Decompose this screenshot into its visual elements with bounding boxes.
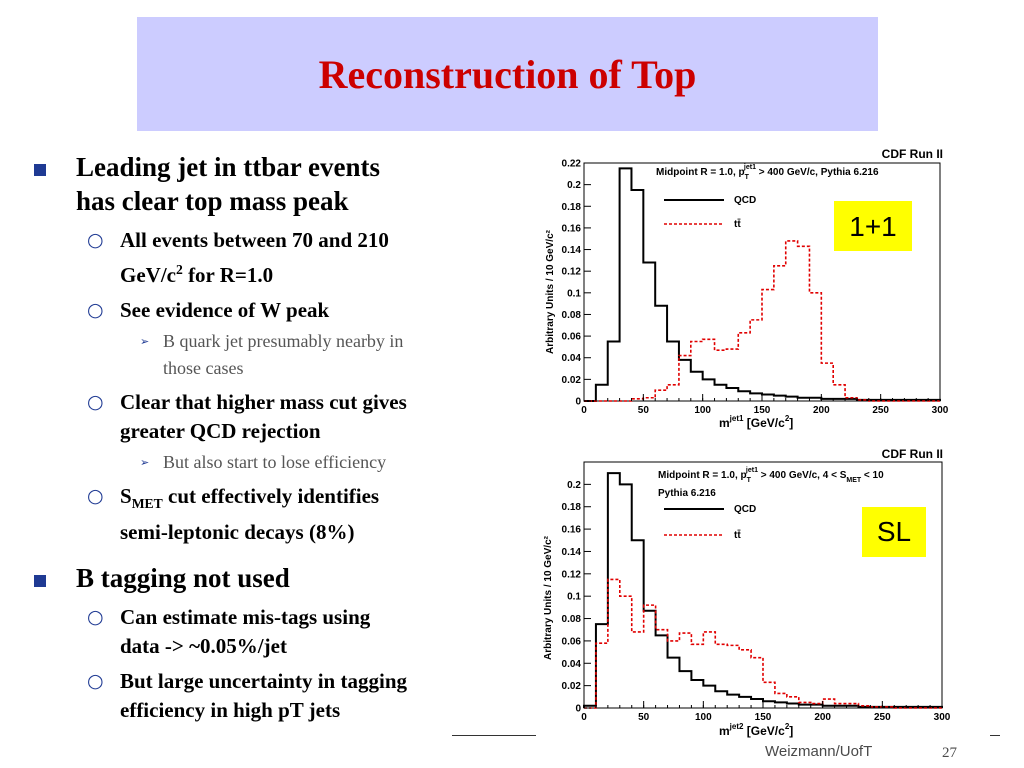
footer-line-left <box>452 735 536 736</box>
y-axis-title: Arbitrary Units / 10 GeV/c² <box>545 230 556 354</box>
footer-line-right <box>990 735 1000 736</box>
y-tick-label: 0 <box>575 703 581 715</box>
annotation: Midpoint R = 1.0, $p_Tjet1 > 400$ GeV/c, Pythia 6.216 <box>656 164 879 181</box>
histogram-1plus1 <box>536 144 956 436</box>
y-tick-label: 0.1 <box>567 591 581 603</box>
x-tick-label: 250 <box>873 712 891 723</box>
y-tick-label: 0.06 <box>561 331 581 343</box>
page-number: 27 <box>942 745 957 761</box>
ttbar-histogram <box>584 579 942 708</box>
circle-bullet-icon: ○ <box>87 229 104 251</box>
plot-frame <box>584 163 940 401</box>
x-tick-label: 50 <box>637 405 649 416</box>
x-axis-title: $m^{jet1}$ $[GeV/c^2]$ <box>719 414 794 430</box>
sub-bullet-mistags: ○ Can estimate mis-tags using data -> ~0.05%/jet <box>87 605 371 659</box>
legend-qcd-label: QCD <box>734 195 757 206</box>
bullet-leading-jet: Leading jet in ttbar events has clear top mass peak <box>30 150 480 218</box>
sub-bullet-smet-cut: ○ $S_{MET}$ cut effectively identifies semi-leptonic decays (8%) <box>87 484 380 545</box>
circle-bullet-icon: ○ <box>87 485 104 507</box>
tertiary-bullet-b-quark: ➢ B quark jet presumably nearby in those cases <box>30 328 480 382</box>
y-tick-label: 0.12 <box>561 266 581 278</box>
x-axis-title: $m^{jet2}$ $[GeV/c^2]$ <box>719 722 794 738</box>
plot-area-border <box>584 163 940 401</box>
y-tick-label: 0.04 <box>561 658 581 670</box>
x-tick-label: 150 <box>753 405 771 416</box>
y-tick-label: 0.14 <box>561 546 581 558</box>
bullet-b-tagging: B tagging not used <box>30 561 480 595</box>
x-tick-label: 300 <box>931 405 949 416</box>
sub-bullet-w-peak: ○ See evidence of W peak <box>30 296 480 325</box>
circle-bullet-icon: ○ <box>87 670 104 693</box>
y-tick-label: 0.2 <box>567 479 581 491</box>
x-tick-label: 100 <box>694 712 712 723</box>
x-tick-label: 50 <box>638 712 650 723</box>
y-tick-label: 0.02 <box>561 681 581 693</box>
y-tick-label: 0 <box>575 396 581 408</box>
y-tick-label: 0.14 <box>561 245 581 257</box>
y-tick-label: 0.06 <box>561 636 581 648</box>
y-axis-title: Arbitrary Units / 10 GeV/c² <box>543 536 554 660</box>
legend-qcd-label: QCD <box>734 504 757 515</box>
ttbar-histogram <box>584 241 940 401</box>
y-tick-label: 0.12 <box>561 569 581 581</box>
y-tick-label: 0.08 <box>561 614 581 626</box>
y-tick-label: 0.08 <box>561 309 581 321</box>
legend-ttbar-label: tt̄ <box>734 219 741 230</box>
slide-title: Reconstruction of Top <box>318 51 697 97</box>
x-tick-label: 300 <box>933 712 951 723</box>
circle-bullet-icon: ○ <box>87 606 104 629</box>
y-tick-label: 0.22 <box>561 158 581 170</box>
x-tick-label: 0 <box>581 405 587 416</box>
title-banner <box>137 17 878 131</box>
arrow-bullet-icon: ➢ <box>140 456 150 469</box>
y-tick-label: 0.2 <box>567 180 581 192</box>
sub-bullet-mass-cut: ○ Clear that higher mass cut gives greater QCD rejection <box>87 390 407 443</box>
sub-bullet-mass-window: ○ All events between 70 and 210 GeV/$c^2$ for R=1.0 <box>87 228 389 287</box>
tertiary-bullet-efficiency: ➢ But also start to lose efficiency <box>30 449 480 476</box>
plot-frame <box>584 462 942 708</box>
square-bullet-icon <box>34 164 46 176</box>
circle-bullet-icon: ○ <box>87 299 104 321</box>
y-tick-label: 0.18 <box>561 502 581 514</box>
badge-label: 1+1 <box>849 211 897 242</box>
x-tick-label: 250 <box>872 405 890 416</box>
annotation: Midpoint R = 1.0, $p_Tjet1 > 400$ GeV/c, $4 < S_{MET} < 10$ <box>658 467 884 484</box>
y-tick-label: 0.16 <box>561 223 581 235</box>
corner-label: CDF Run II <box>881 147 943 161</box>
x-tick-label: 100 <box>694 405 712 416</box>
badge-label: SL <box>876 516 912 547</box>
footer-text: Weizmann/UofT <box>765 743 873 760</box>
square-bullet-icon <box>34 575 46 587</box>
y-tick-label: 0.02 <box>561 374 581 386</box>
y-tick-label: 0.18 <box>561 201 581 213</box>
x-tick-label: 200 <box>814 712 832 723</box>
x-tick-label: 150 <box>754 712 772 723</box>
bullet-content <box>30 150 480 725</box>
plot-area-border <box>584 462 942 708</box>
arrow-bullet-icon: ➢ <box>140 335 150 348</box>
annotation-line2: Pythia 6.216 <box>658 488 716 499</box>
y-tick-label: 0.04 <box>561 353 581 365</box>
x-tick-label: 0 <box>581 712 587 723</box>
histogram-sl <box>536 444 956 744</box>
y-tick-label: 0.1 <box>567 288 581 300</box>
y-tick-label: 0.16 <box>561 524 581 536</box>
sub-bullet-uncertainty: ○ But large uncertainty in tagging efficiency in high pT jets <box>87 669 407 723</box>
x-tick-label: 200 <box>812 405 830 416</box>
legend-ttbar-label: tt̄ <box>734 530 741 541</box>
circle-bullet-icon: ○ <box>87 391 104 413</box>
corner-label: CDF Run II <box>881 447 943 461</box>
